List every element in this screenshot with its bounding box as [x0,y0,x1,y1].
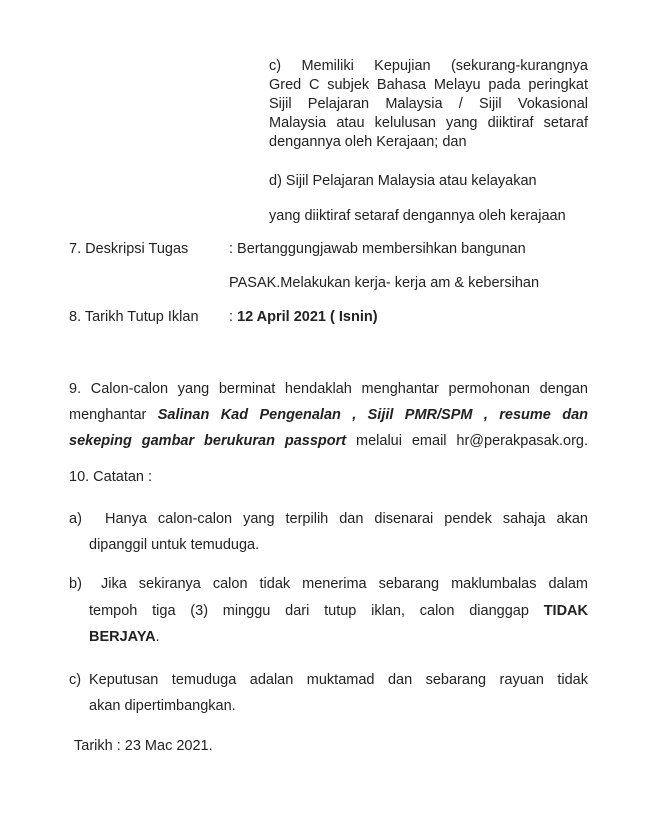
requirement-c-line: Gred C subjek Bahasa Melayu pada peringkat [269,77,588,93]
note-c-marker: c) [69,672,82,688]
note-b-line2 [89,603,588,619]
section9-prefix: menghantar [69,407,147,423]
note-a-line2: dipanggil untuk temuduga. [89,537,260,553]
requirement-c-line: Malaysia atau kelulusan yang diiktiraf setaraf [269,115,588,131]
requirement-c-line: Sijil Pelajaran Malaysia / Sijil Vokasional [269,96,588,112]
section9-photo: sekeping gambar berukuran passport [69,433,347,449]
section9 [69,376,588,454]
section10-title: 10. Catatan : [69,469,153,485]
section9-line3 [69,428,588,454]
note-b-text: tempoh tiga (3) minggu dari tutup iklan, calon dianggap [89,603,529,619]
section9-documents: Salinan Kad Pengenalan , Sijil PMR/SPM , resume dan [157,407,588,423]
closing-date: 12 April 2021 ( Isnin) [237,309,378,325]
note-b-status: TIDAK [543,603,588,619]
note-b-marker: b) [69,576,82,592]
note-b-period: . [155,629,160,645]
section8-label: 8. Tarikh Tutup Iklan [69,309,199,325]
note-c-line1: Keputusan temuduga adalan muktamad dan sebarang rayuan tidak [89,672,588,688]
section9-email: melalui email hr@perakpasak.org. [356,433,589,449]
requirement-c-line: dengannya oleh Kerajaan; dan [269,134,467,150]
section7-value-line1: : Bertanggungjawab membersihkan bangunan [229,241,526,257]
section7-value-line2: PASAK.Melakukan kerja- kerja am & kebersihan [229,275,540,291]
requirement-c-line: c) Memiliki Kepujian (sekurang-kurangnya [269,58,588,74]
note-c-line2: akan dipertimbangkan. [89,698,236,714]
note-b-line1: Jika sekiranya calon tidak menerima sebarang maklumbalas dalam [101,576,588,592]
section9-line2 [69,402,588,428]
note-a-line1: Hanya calon-calon yang terpilih dan disenarai pendek sahaja akan [105,511,588,527]
requirement-c [269,57,588,152]
note-b-line3 [89,629,160,645]
requirement-d-line1: d) Sijil Pelajaran Malaysia atau kelayakan [269,173,537,189]
section9-line1: 9. Calon-calon yang berminat hendaklah menghantar permohonan dengan [69,381,588,397]
section8-colon: : [229,309,234,325]
note-b-status-cont: BERJAYA [89,629,156,645]
note-a-marker: a) [69,511,82,527]
requirement-d-line2: yang diiktiraf setaraf dengannya oleh kerajaan [269,208,566,224]
document-date: Tarikh : 23 Mac 2021. [74,738,213,754]
section8-value [229,309,378,325]
section7-label: 7. Deskripsi Tugas [69,241,189,257]
